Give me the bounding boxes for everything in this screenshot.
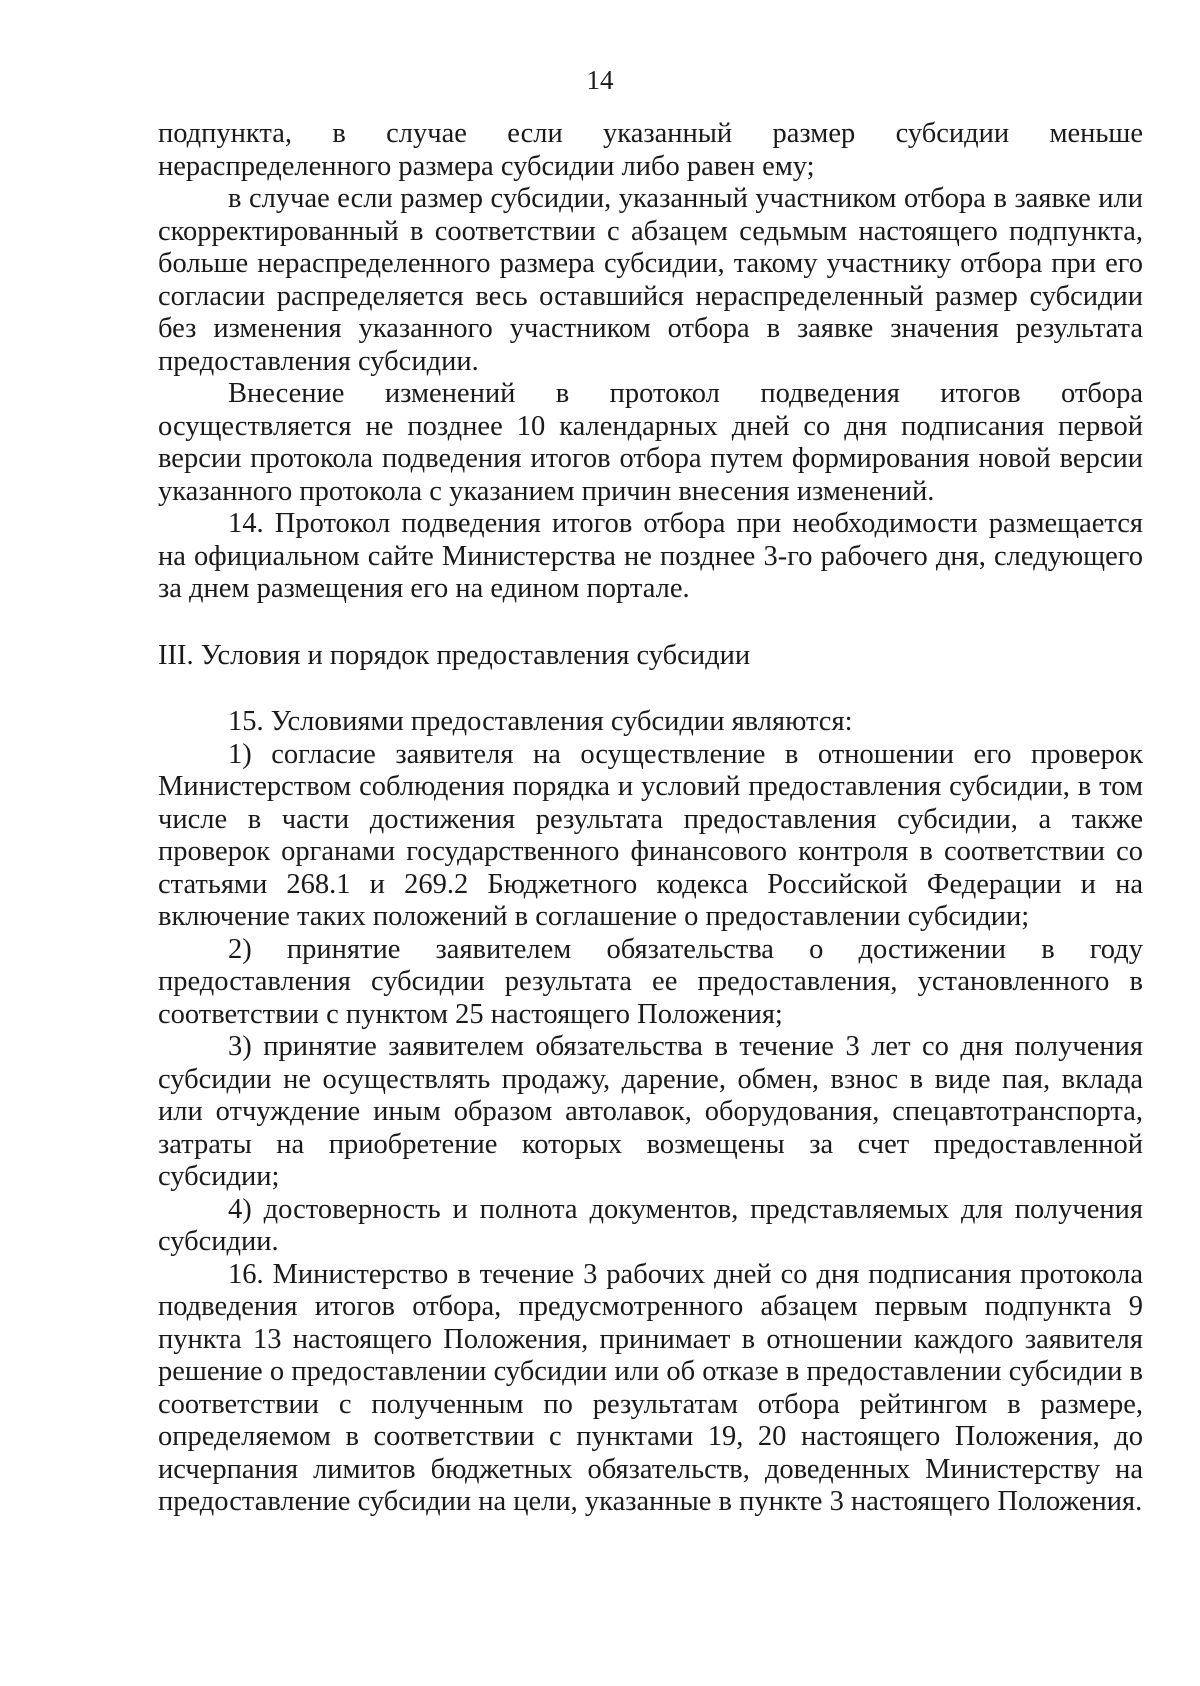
paragraph: 16. Министерство в течение 3 рабочих дней со дня подписания протокола подведения итогов отбора, предусмотренного абзацем первым подпункта 9 пункта 13 настоящего Положения, принимает в отношении каждого заявителя решение о предоставлении субсидии или об отказе в предоставлении субсидии в соответствии с полученным по результатам отбора рейтингом в размере, определяемом в соответствии с пунктами 19, 20 настоящего Положения, до исчерпания лимитов бюджетных обязательств, доведенных Министерству на предоставление субсидии на цели, указанные в пункте 3 настоящего Положения. — [158, 1258, 1143, 1517]
paragraph: в случае если размер субсидии, указанный участником отбора в заявке или скорректированный в соответствии с абзацем седьмым настоящего подпункта, больше нераспределенного размера субсидии, такому участнику отбора при его согласии распределяется весь оставшийся нераспределенный размер субсидии без изменения указанного участником отбора в заявке значения результата предоставления субсидии. — [158, 183, 1143, 377]
paragraph: 4) достоверность и полнота документов, представляемых для получения субсидии. — [158, 1193, 1143, 1257]
paragraph: Внесение изменений в протокол подведения итогов отбора осуществляется не позднее 10 календарных дней со дня подписания первой версии протокола подведения итогов отбора путем формирования новой версии указанного протокола с указанием причин внесения изменений. — [158, 378, 1143, 507]
paragraph: 1) согласие заявителя на осуществление в отношении его проверок Министерством соблюдения порядка и условий предоставления субсидии, в том числе в части достижения результата предоставления субсидии, а также проверок органами государственного финансового контроля в соответствии со статьями 268.1 и 269.2 Бюджетного кодекса Российской Федерации и на включение таких положений в соглашение о предоставлении субсидии; — [158, 738, 1143, 932]
paragraph: 14. Протокол подведения итогов отбора при необходимости размещается на официальном сайте Министерства не позднее 3-го рабочего дня, следующего за днем размещения его на едином портале. — [158, 508, 1143, 604]
paragraph: 2) принятие заявителем обязательства о достижении в году предоставления субсидии результата ее предоставления, установленного в соответствии с пунктом 25 настоящего Положения; — [158, 933, 1143, 1030]
paragraph: подпункта, в случае если указанный размер субсидии меньше нераспределенного размера субсидии либо равен ему; — [158, 118, 1143, 182]
paragraph: 15. Условиями предоставления субсидии являются: — [228, 706, 853, 737]
paragraph: 3) принятие заявителем обязательства в течение 3 лет со дня получения субсидии не осуществлять продажу, дарение, обмен, взнос в виде пая, вклада или отчуждение иным образом автолавок, оборудования, спецавтотранспорта, затраты на приобретение которых возмещены за счет предоставленной субсидии; — [158, 1031, 1143, 1192]
document-body — [158, 118, 1143, 1519]
section-heading: III. Условия и порядок предоставления субсидии — [158, 639, 751, 671]
page-number: 14 — [586, 65, 614, 95]
